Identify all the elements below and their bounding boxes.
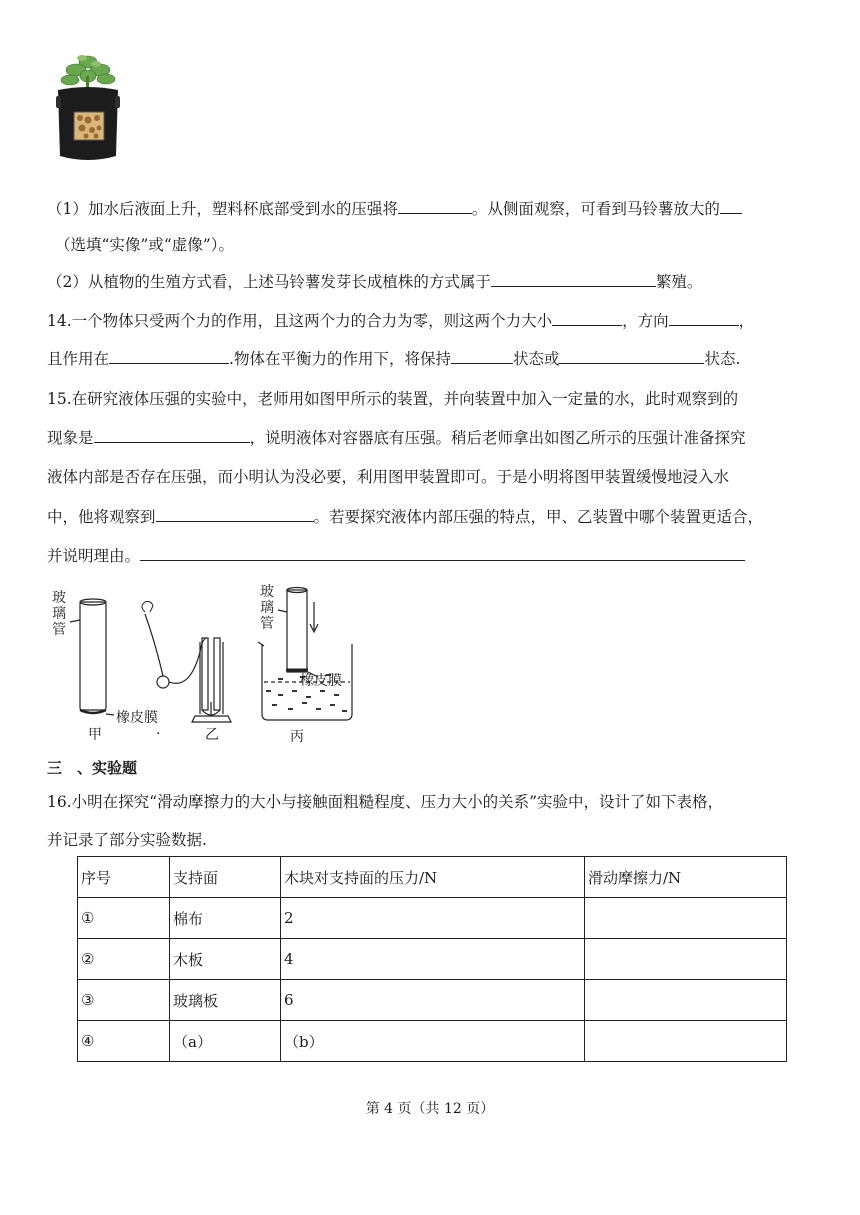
table-cell[interactable] [585, 980, 787, 1021]
answer-blank[interactable] [559, 348, 704, 364]
table-header-row [78, 857, 787, 898]
q13-part1-line2: （选填“实像”或“虚像”）。 [55, 236, 234, 254]
label-dot: . [156, 722, 161, 738]
q14-text: 且作用在 [47, 350, 110, 368]
label-yi: 乙 [205, 727, 219, 743]
answer-blank[interactable] [156, 506, 314, 522]
table-header-cell: 滑动摩擦力/N [585, 857, 787, 898]
u-tube-left [202, 638, 208, 710]
label-bing: 丙 [290, 729, 304, 745]
table-cell: 6 [281, 980, 585, 1021]
label-glass-tube-a: 玻 璃 管 [52, 590, 66, 638]
table-cell: ① [78, 898, 170, 939]
answer-blank[interactable] [451, 348, 513, 364]
page-footer: 第 4 页（共 12 页） [365, 1101, 495, 1117]
q15-line5 [47, 545, 745, 567]
q13-text: 。从侧面观察，可看到马铃薯放大的 [471, 200, 720, 218]
table-row [78, 980, 787, 1021]
table-header-cell: 木块对支持面的压力/N [281, 857, 585, 898]
u-tube-right [214, 638, 220, 710]
q15-line1: 15.在研究液体压强的实验中，老师用如图甲所示的装置，并向装置中加入一定量的水，此时观察到的 [47, 390, 739, 408]
table-cell: 2 [281, 898, 585, 939]
table-cell[interactable] [585, 898, 787, 939]
q13-text: 繁殖。 [655, 273, 703, 291]
label-jia: 甲 [88, 727, 102, 743]
q13-part1-line [47, 198, 742, 220]
table-cell[interactable] [585, 939, 787, 980]
q14-line1 [47, 310, 754, 332]
table-cell: ④ [78, 1021, 170, 1062]
table-cell: （a） [170, 1021, 281, 1062]
glass-tube-c [287, 590, 307, 672]
label-glass-tube-c: 玻 璃 管 [260, 584, 274, 632]
table-cell: ③ [78, 980, 170, 1021]
q14-text: ，方向 [622, 312, 669, 330]
answer-blank[interactable] [398, 198, 472, 214]
q15-text: 。若要探究液体内部压强的特点，甲、乙装置中哪个装置更适合， [313, 508, 764, 526]
q15-line2 [47, 427, 746, 449]
table-row [78, 898, 787, 939]
q15-line3: 液体内部是否存在压强，而小明认为没必要，利用图甲装置即可。于是小明将图甲装置缓慢地浸入水 [47, 468, 730, 486]
glass-tube [80, 602, 106, 710]
answer-blank[interactable] [491, 271, 656, 287]
answer-blank[interactable] [109, 348, 229, 364]
q14-text: ， [738, 312, 755, 330]
table-cell[interactable] [585, 1021, 787, 1062]
table-cell: ② [78, 939, 170, 980]
q13-text: （2）从植物的生殖方式看，上述马铃薯发芽长成植株的方式属于 [47, 273, 491, 291]
answer-blank[interactable] [140, 545, 745, 561]
q14-text: 14.一个物体只受两个力的作用，且这两个力的合力为零，则这两个力大小 [47, 312, 553, 330]
probe [157, 676, 169, 688]
q15-text: 并说明理由。 [47, 547, 141, 565]
answer-blank[interactable] [552, 310, 622, 326]
answer-blank[interactable] [669, 310, 739, 326]
table-cell: （b） [281, 1021, 585, 1062]
table-cell: 玻璃板 [170, 980, 281, 1021]
pressure-apparatus-figure [50, 582, 370, 747]
table-row [78, 939, 787, 980]
q14-line2 [47, 348, 740, 370]
q14-text: .物体在平衡力的作用下，将保持 [229, 350, 451, 368]
q13-text: （1）加水后液面上升，塑料杯底部受到水的压强将 [47, 200, 398, 218]
label-rubber-membrane-b: 橡皮膜 [300, 673, 342, 689]
section-heading: 三 、实验题 [47, 759, 138, 777]
q15-text: ，说明液体对容器底有压强。稍后老师拿出如图乙所示的压强计准备探究 [249, 429, 746, 447]
q16-line1: 16.小明在探究“滑动摩擦力的大小与接触面粗糙程度、压力大小的关系”实验中，设计了如下表格， [47, 793, 724, 811]
q15-text: 中，他将观察到 [47, 508, 156, 526]
table-cell: 木板 [170, 939, 281, 980]
table-header-cell: 序号 [78, 857, 170, 898]
table-cell: 棉布 [170, 898, 281, 939]
q15-line4 [47, 506, 763, 528]
q15-text: 现象是 [47, 429, 94, 447]
pointer-line [70, 620, 80, 622]
q14-text: 状态. [704, 350, 741, 368]
q16-line2: 并记录了部分实验数据. [47, 831, 207, 849]
answer-blank[interactable] [720, 198, 742, 214]
q13-part2-line [47, 271, 702, 293]
potato-bag-image [52, 48, 124, 166]
label-rubber-membrane-a: 橡皮膜 [116, 710, 158, 726]
experiment-table [77, 856, 787, 1062]
table-header-cell: 支持面 [170, 857, 281, 898]
answer-blank[interactable] [94, 427, 250, 443]
q14-text: 状态或 [512, 350, 560, 368]
table-row [78, 1021, 787, 1062]
table-cell: 4 [281, 939, 585, 980]
